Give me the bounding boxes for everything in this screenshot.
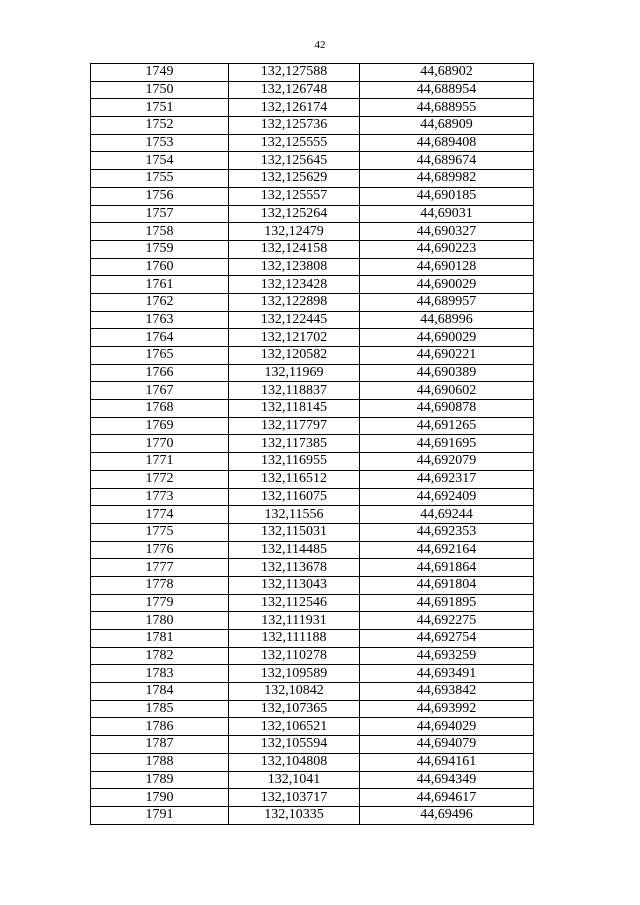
point-number-cell: 1768 bbox=[91, 400, 229, 418]
table-row bbox=[91, 64, 534, 82]
point-number-cell: 1788 bbox=[91, 753, 229, 771]
y-coordinate-cell: 44,693842 bbox=[360, 683, 534, 701]
y-coordinate-cell: 44,693491 bbox=[360, 665, 534, 683]
x-coordinate-cell: 132,103717 bbox=[229, 789, 360, 807]
x-coordinate-cell: 132,125629 bbox=[229, 170, 360, 188]
x-coordinate-cell: 132,121702 bbox=[229, 329, 360, 347]
point-number-cell: 1769 bbox=[91, 417, 229, 435]
table-row bbox=[91, 665, 534, 683]
table-row bbox=[91, 329, 534, 347]
table-row bbox=[91, 612, 534, 630]
table-row bbox=[91, 81, 534, 99]
table-row bbox=[91, 311, 534, 329]
x-coordinate-cell: 132,109589 bbox=[229, 665, 360, 683]
y-coordinate-cell: 44,691804 bbox=[360, 576, 534, 594]
table-row bbox=[91, 170, 534, 188]
table-row bbox=[91, 736, 534, 754]
x-coordinate-cell: 132,111931 bbox=[229, 612, 360, 630]
point-number-cell: 1756 bbox=[91, 187, 229, 205]
table-row bbox=[91, 470, 534, 488]
point-number-cell: 1755 bbox=[91, 170, 229, 188]
point-number-cell: 1787 bbox=[91, 736, 229, 754]
table-row bbox=[91, 293, 534, 311]
coordinates-table-body bbox=[91, 64, 534, 825]
y-coordinate-cell: 44,691265 bbox=[360, 417, 534, 435]
point-number-cell: 1776 bbox=[91, 541, 229, 559]
y-coordinate-cell: 44,690327 bbox=[360, 223, 534, 241]
y-coordinate-cell: 44,692317 bbox=[360, 470, 534, 488]
table-row bbox=[91, 453, 534, 471]
table-row bbox=[91, 276, 534, 294]
point-number-cell: 1775 bbox=[91, 523, 229, 541]
y-coordinate-cell: 44,694079 bbox=[360, 736, 534, 754]
table-row bbox=[91, 240, 534, 258]
point-number-cell: 1783 bbox=[91, 665, 229, 683]
point-number-cell: 1763 bbox=[91, 311, 229, 329]
x-coordinate-cell: 132,125557 bbox=[229, 187, 360, 205]
y-coordinate-cell: 44,694349 bbox=[360, 771, 534, 789]
point-number-cell: 1772 bbox=[91, 470, 229, 488]
table-row bbox=[91, 647, 534, 665]
x-coordinate-cell: 132,113678 bbox=[229, 559, 360, 577]
table-row bbox=[91, 576, 534, 594]
point-number-cell: 1764 bbox=[91, 329, 229, 347]
table-row bbox=[91, 347, 534, 365]
table-row bbox=[91, 187, 534, 205]
y-coordinate-cell: 44,68996 bbox=[360, 311, 534, 329]
y-coordinate-cell: 44,689408 bbox=[360, 134, 534, 152]
table-row bbox=[91, 718, 534, 736]
point-number-cell: 1789 bbox=[91, 771, 229, 789]
y-coordinate-cell: 44,68909 bbox=[360, 117, 534, 135]
point-number-cell: 1752 bbox=[91, 117, 229, 135]
y-coordinate-cell: 44,690221 bbox=[360, 347, 534, 365]
table-row bbox=[91, 99, 534, 117]
point-number-cell: 1754 bbox=[91, 152, 229, 170]
table-row bbox=[91, 223, 534, 241]
x-coordinate-cell: 132,117797 bbox=[229, 417, 360, 435]
y-coordinate-cell: 44,690029 bbox=[360, 329, 534, 347]
point-number-cell: 1773 bbox=[91, 488, 229, 506]
y-coordinate-cell: 44,691864 bbox=[360, 559, 534, 577]
table-row bbox=[91, 806, 534, 824]
x-coordinate-cell: 132,116075 bbox=[229, 488, 360, 506]
x-coordinate-cell: 132,118837 bbox=[229, 382, 360, 400]
table-row bbox=[91, 541, 534, 559]
x-coordinate-cell: 132,115031 bbox=[229, 523, 360, 541]
table-row bbox=[91, 506, 534, 524]
y-coordinate-cell: 44,691695 bbox=[360, 435, 534, 453]
x-coordinate-cell: 132,126748 bbox=[229, 81, 360, 99]
y-coordinate-cell: 44,690602 bbox=[360, 382, 534, 400]
x-coordinate-cell: 132,112546 bbox=[229, 594, 360, 612]
point-number-cell: 1785 bbox=[91, 700, 229, 718]
y-coordinate-cell: 44,688955 bbox=[360, 99, 534, 117]
y-coordinate-cell: 44,690029 bbox=[360, 276, 534, 294]
table-row bbox=[91, 382, 534, 400]
y-coordinate-cell: 44,689957 bbox=[360, 293, 534, 311]
point-number-cell: 1779 bbox=[91, 594, 229, 612]
x-coordinate-cell: 132,122898 bbox=[229, 293, 360, 311]
x-coordinate-cell: 132,117385 bbox=[229, 435, 360, 453]
point-number-cell: 1753 bbox=[91, 134, 229, 152]
y-coordinate-cell: 44,689674 bbox=[360, 152, 534, 170]
point-number-cell: 1750 bbox=[91, 81, 229, 99]
point-number-cell: 1757 bbox=[91, 205, 229, 223]
table-row bbox=[91, 134, 534, 152]
table-row bbox=[91, 400, 534, 418]
point-number-cell: 1770 bbox=[91, 435, 229, 453]
y-coordinate-cell: 44,688954 bbox=[360, 81, 534, 99]
y-coordinate-cell: 44,691895 bbox=[360, 594, 534, 612]
x-coordinate-cell: 132,113043 bbox=[229, 576, 360, 594]
x-coordinate-cell: 132,125264 bbox=[229, 205, 360, 223]
x-coordinate-cell: 132,125645 bbox=[229, 152, 360, 170]
x-coordinate-cell: 132,116512 bbox=[229, 470, 360, 488]
table-row bbox=[91, 364, 534, 382]
x-coordinate-cell: 132,111188 bbox=[229, 630, 360, 648]
table-row bbox=[91, 435, 534, 453]
coordinates-table bbox=[90, 63, 534, 825]
x-coordinate-cell: 132,126174 bbox=[229, 99, 360, 117]
x-coordinate-cell: 132,118145 bbox=[229, 400, 360, 418]
table-row bbox=[91, 700, 534, 718]
point-number-cell: 1778 bbox=[91, 576, 229, 594]
point-number-cell: 1760 bbox=[91, 258, 229, 276]
x-coordinate-cell: 132,123808 bbox=[229, 258, 360, 276]
x-coordinate-cell: 132,124158 bbox=[229, 240, 360, 258]
table-row bbox=[91, 594, 534, 612]
x-coordinate-cell: 132,125555 bbox=[229, 134, 360, 152]
y-coordinate-cell: 44,693259 bbox=[360, 647, 534, 665]
x-coordinate-cell: 132,127588 bbox=[229, 64, 360, 82]
x-coordinate-cell: 132,123428 bbox=[229, 276, 360, 294]
point-number-cell: 1790 bbox=[91, 789, 229, 807]
point-number-cell: 1758 bbox=[91, 223, 229, 241]
point-number-cell: 1761 bbox=[91, 276, 229, 294]
table-row bbox=[91, 417, 534, 435]
x-coordinate-cell: 132,12479 bbox=[229, 223, 360, 241]
y-coordinate-cell: 44,692275 bbox=[360, 612, 534, 630]
y-coordinate-cell: 44,692409 bbox=[360, 488, 534, 506]
x-coordinate-cell: 132,104808 bbox=[229, 753, 360, 771]
table-row bbox=[91, 683, 534, 701]
x-coordinate-cell: 132,122445 bbox=[229, 311, 360, 329]
table-row bbox=[91, 523, 534, 541]
table-row bbox=[91, 117, 534, 135]
y-coordinate-cell: 44,69244 bbox=[360, 506, 534, 524]
x-coordinate-cell: 132,110278 bbox=[229, 647, 360, 665]
point-number-cell: 1780 bbox=[91, 612, 229, 630]
point-number-cell: 1766 bbox=[91, 364, 229, 382]
point-number-cell: 1767 bbox=[91, 382, 229, 400]
y-coordinate-cell: 44,689982 bbox=[360, 170, 534, 188]
x-coordinate-cell: 132,114485 bbox=[229, 541, 360, 559]
y-coordinate-cell: 44,68902 bbox=[360, 64, 534, 82]
y-coordinate-cell: 44,692079 bbox=[360, 453, 534, 471]
x-coordinate-cell: 132,11556 bbox=[229, 506, 360, 524]
y-coordinate-cell: 44,690389 bbox=[360, 364, 534, 382]
point-number-cell: 1791 bbox=[91, 806, 229, 824]
y-coordinate-cell: 44,690223 bbox=[360, 240, 534, 258]
table-row bbox=[91, 205, 534, 223]
y-coordinate-cell: 44,69496 bbox=[360, 806, 534, 824]
y-coordinate-cell: 44,69031 bbox=[360, 205, 534, 223]
point-number-cell: 1751 bbox=[91, 99, 229, 117]
point-number-cell: 1749 bbox=[91, 64, 229, 82]
x-coordinate-cell: 132,10335 bbox=[229, 806, 360, 824]
y-coordinate-cell: 44,694161 bbox=[360, 753, 534, 771]
point-number-cell: 1765 bbox=[91, 347, 229, 365]
y-coordinate-cell: 44,692353 bbox=[360, 523, 534, 541]
x-coordinate-cell: 132,10842 bbox=[229, 683, 360, 701]
x-coordinate-cell: 132,116955 bbox=[229, 453, 360, 471]
table-row bbox=[91, 559, 534, 577]
table-row bbox=[91, 630, 534, 648]
point-number-cell: 1784 bbox=[91, 683, 229, 701]
y-coordinate-cell: 44,690878 bbox=[360, 400, 534, 418]
table-row bbox=[91, 488, 534, 506]
page-number: 42 bbox=[314, 39, 326, 51]
y-coordinate-cell: 44,690128 bbox=[360, 258, 534, 276]
point-number-cell: 1762 bbox=[91, 293, 229, 311]
point-number-cell: 1781 bbox=[91, 630, 229, 648]
x-coordinate-cell: 132,120582 bbox=[229, 347, 360, 365]
point-number-cell: 1774 bbox=[91, 506, 229, 524]
y-coordinate-cell: 44,694617 bbox=[360, 789, 534, 807]
x-coordinate-cell: 132,11969 bbox=[229, 364, 360, 382]
point-number-cell: 1759 bbox=[91, 240, 229, 258]
y-coordinate-cell: 44,690185 bbox=[360, 187, 534, 205]
x-coordinate-cell: 132,1041 bbox=[229, 771, 360, 789]
table-row bbox=[91, 789, 534, 807]
y-coordinate-cell: 44,694029 bbox=[360, 718, 534, 736]
y-coordinate-cell: 44,692164 bbox=[360, 541, 534, 559]
table-row bbox=[91, 771, 534, 789]
point-number-cell: 1777 bbox=[91, 559, 229, 577]
x-coordinate-cell: 132,105594 bbox=[229, 736, 360, 754]
x-coordinate-cell: 132,106521 bbox=[229, 718, 360, 736]
x-coordinate-cell: 132,125736 bbox=[229, 117, 360, 135]
point-number-cell: 1782 bbox=[91, 647, 229, 665]
y-coordinate-cell: 44,692754 bbox=[360, 630, 534, 648]
table-row bbox=[91, 152, 534, 170]
point-number-cell: 1771 bbox=[91, 453, 229, 471]
table-row bbox=[91, 753, 534, 771]
y-coordinate-cell: 44,693992 bbox=[360, 700, 534, 718]
point-number-cell: 1786 bbox=[91, 718, 229, 736]
table-row bbox=[91, 258, 534, 276]
x-coordinate-cell: 132,107365 bbox=[229, 700, 360, 718]
